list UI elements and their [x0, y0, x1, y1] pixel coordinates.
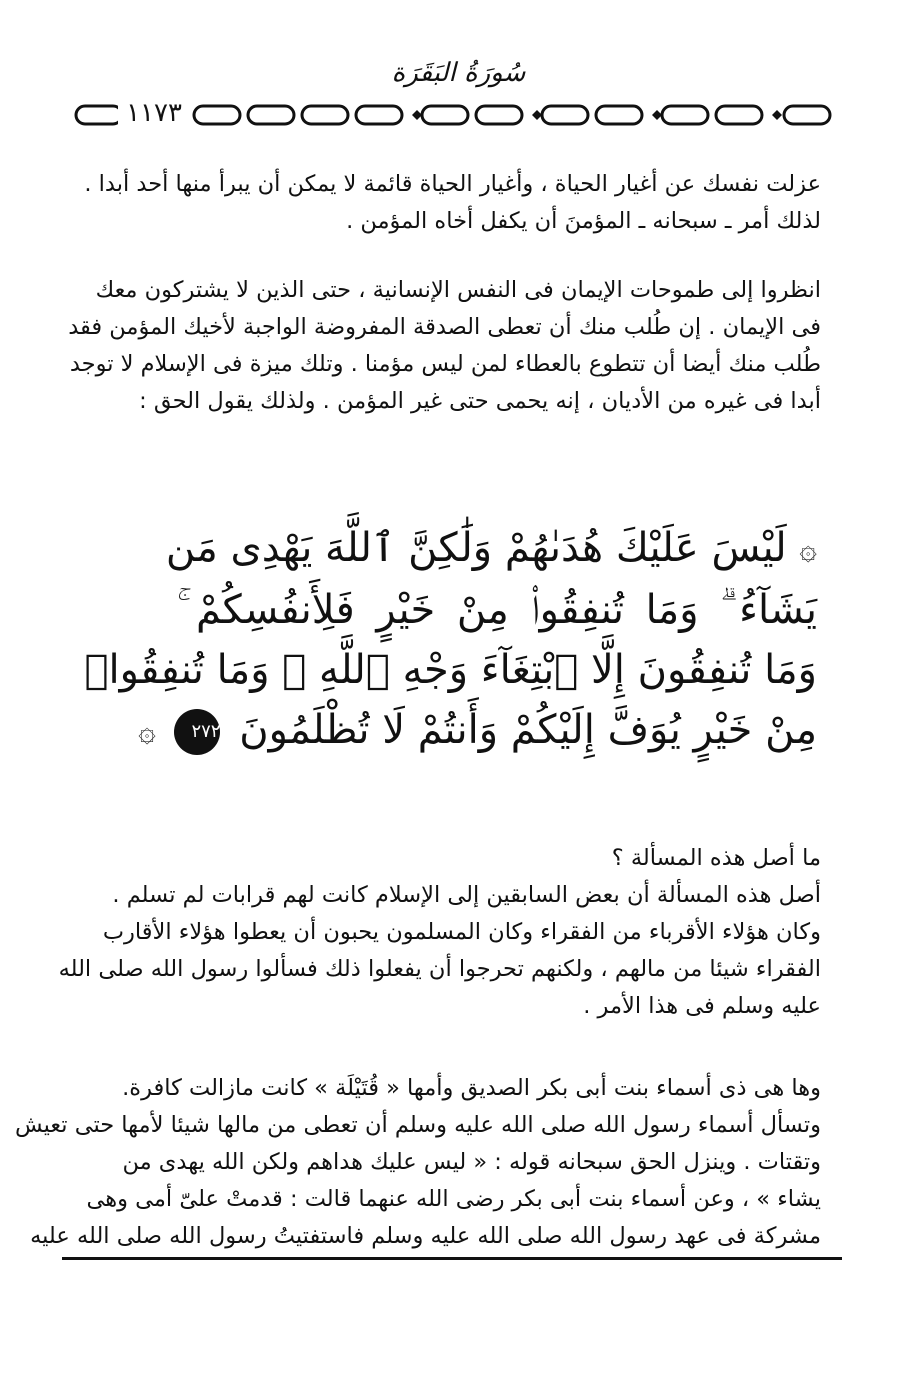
text-line: انظروا إلى طموحات الإيمان فى النفس الإنسانية ، حتى الذين لا يشتركون معك: [95, 277, 821, 303]
text-line: ما أصل هذه المسألة ؟: [611, 845, 821, 871]
text-line: يشاء » ، وعن أسماء بنت أبى بكر رضى الله عنهما قالت : قدمتْ علىّ أمى وهى: [86, 1186, 821, 1212]
text-line: لذلك أمر ـ سبحانه ـ المؤمنَ أن يكفل أخاه المؤمن .: [346, 208, 821, 234]
paragraph-2: [68, 272, 821, 420]
ayah-number-badge: ٢٧٢: [174, 709, 220, 755]
footer-rule: [62, 1257, 842, 1260]
surah-title: سُورَةُ البَقَرَة: [391, 58, 526, 88]
paragraph-1: [84, 166, 821, 240]
text-line: وها هى ذى أسماء بنت أبى بكر الصديق وأمها « قُتَيْلَة » كانت مازالت كافرة.: [122, 1075, 821, 1101]
paragraph-3: [58, 840, 821, 1025]
verse-start-ornament-icon: ۞: [799, 532, 817, 567]
text-line: وكان هؤلاء الأقرباء من الفقراء وكان المسلمون يحبون أن يعطوا هؤلاء الأقارب: [102, 919, 821, 945]
text-line: أصل هذه المسألة أن بعض السابقين إلى الإسلام كانت لهم قرابات لم تسلم .: [112, 882, 821, 908]
verse-line: وَمَا تُنفِقُونَ إِلَّا ٱبْتِغَآءَ وَجْهِ ٱللَّهِ ۚ وَمَا تُنفِقُوا۟: [84, 647, 817, 693]
verse-text: لَيْسَ عَلَيْكَ هُدَىٰهُمْ وَلَٰكِنَّ ٱللَّهَ يَهْدِى مَن: [165, 525, 787, 571]
quran-verse: [84, 518, 817, 762]
verse-text: مِنْ خَيْرٍ يُوَفَّ إِلَيْكُمْ وَأَنتُمْ لَا تُظْلَمُونَ: [239, 707, 817, 753]
text-line: فى الإيمان . إن طُلب منك أن تعطى الصدقة المفروضة الواجبة لأخيك المؤمن فقد: [68, 314, 821, 340]
text-line: وتسأل أسماء رسول الله صلى الله عليه وسلم أن تعطى من مالها شيئا لأمها حتى تعيش: [14, 1112, 821, 1138]
text-line: عزلت نفسك عن أغيار الحياة ، وأغيار الحياة قائمة لا يمكن أن يبرأ منها أحد أبدا .: [84, 171, 821, 197]
verse-line: [165, 518, 817, 580]
text-line: وتقتات . وينزل الحق سبحانه قوله : « ليس عليك هداهم ولكن الله يهدى من: [122, 1149, 821, 1175]
text-line: مشركة فى عهد رسول الله صلى الله عليه وسلم فاستفتيتُ رسول الله صلى الله عليه: [30, 1223, 821, 1249]
verse-line: يَشَآءُ ۗ وَمَا تُنفِقُوا۟ مِنْ خَيْرٍ فَلِأَنفُسِكُمْ ۚ: [177, 587, 817, 633]
text-line: عليه وسلم فى هذا الأمر .: [583, 993, 821, 1019]
verse-end-ornament-icon: ۞: [138, 714, 156, 749]
text-line: أبدا فى غيره من الأديان ، إنه يحمى حتى غير المؤمن . ولذلك يقول الحق :: [139, 388, 821, 414]
text-line: طُلب منك أيضا أن تتطوع بالعطاء لمن ليس مؤمنا . وتلك ميزة فى الإسلام لا توجد: [69, 351, 821, 377]
page-number: ١١٧٣: [118, 96, 190, 130]
text-line: الفقراء شيئا من مالهم ، ولكنهم تحرجوا أن يفعلوا ذلك فسألوا رسول الله صلى الله: [58, 956, 821, 982]
paragraph-4: [14, 1070, 821, 1255]
verse-line: [138, 700, 817, 762]
